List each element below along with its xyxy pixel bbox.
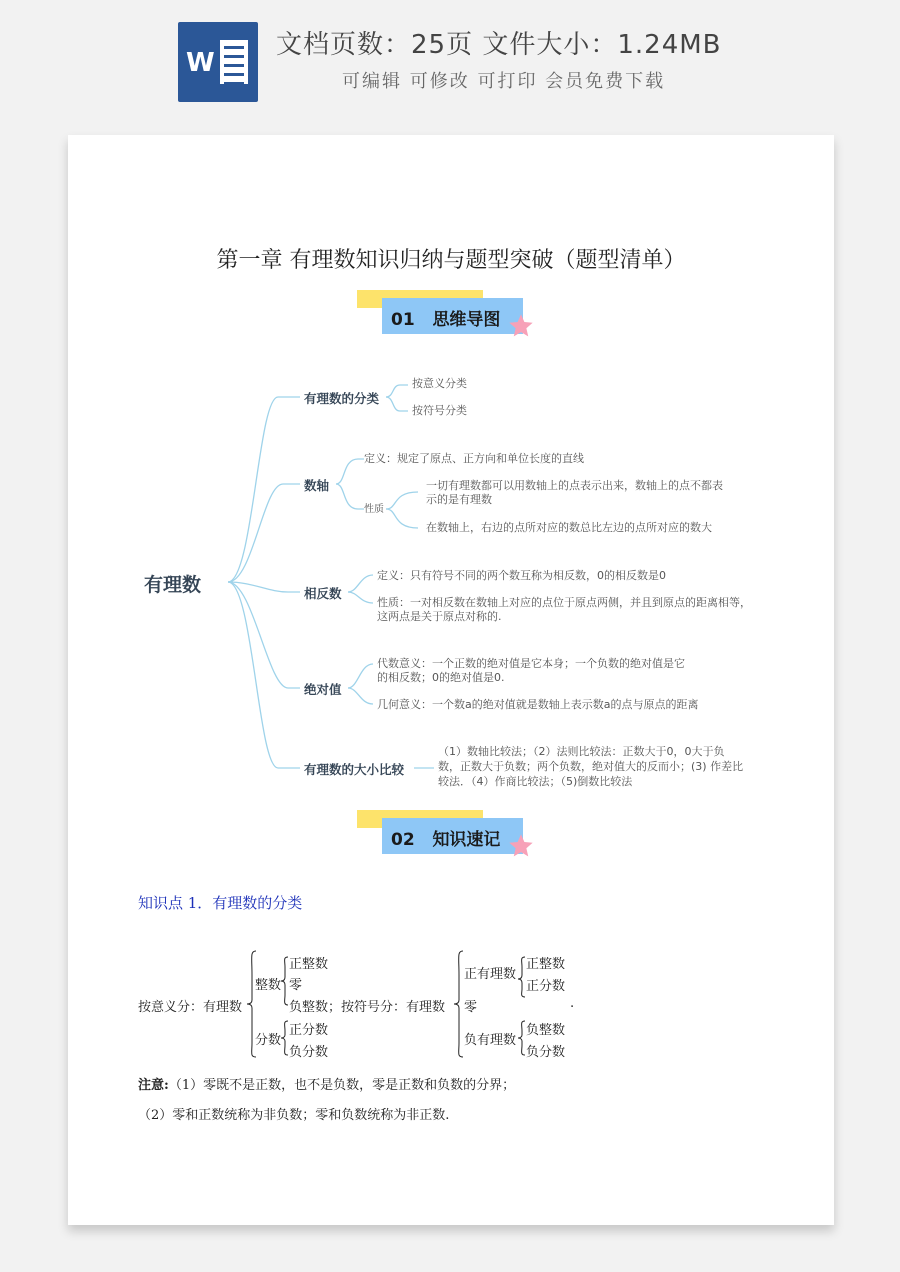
absolute-algebraic-cont: 的相反数；0的绝对值是0. <box>377 671 505 684</box>
leaf-by-meaning: 按意义分类 <box>412 377 467 390</box>
comparison-line-2: 数，正数大于负数；两个负数，绝对值大的反而小；(3) 作差比 <box>438 760 744 773</box>
note-line-2: （2）零和正数统称为非负数；零和负数统称为非正数. <box>138 1108 450 1123</box>
branch-absolute-value: 绝对值 <box>304 682 342 697</box>
integer-label: 整数 <box>255 978 282 993</box>
opposite-property-cont: 这两点是关于原点对称的. <box>377 610 502 623</box>
comparison-line-1: （1）数轴比较法；（2）法则比较法：正数大于0，0大于负 <box>438 745 725 758</box>
negative-integer-and-by-sign: 负整数；按符号分：有理数 <box>289 1000 446 1015</box>
positive-rational: 正有理数 <box>464 967 517 982</box>
fraction-label: 分数 <box>255 1033 282 1048</box>
branch-opposite-number: 相反数 <box>304 586 342 601</box>
positive-fraction-2: 正分数 <box>526 979 566 994</box>
note-line-1: 注意:（1）零既不是正数，也不是负数，零是正数和负数的分界； <box>138 1078 516 1093</box>
section-label: 知识速记 <box>432 830 501 850</box>
positive-fraction: 正分数 <box>289 1023 329 1038</box>
number-line-property-1b: 示的是有理数 <box>426 493 492 506</box>
opposite-property: 性质：一对相反数在数轴上对应的点位于原点两侧，并且到原点的距离相等， <box>377 596 751 609</box>
star-icon <box>507 832 535 860</box>
mind-map-root: 有理数 <box>144 574 202 596</box>
absolute-geometric: 几何意义：一个数a的绝对值就是数轴上表示数a的点与原点的距离 <box>377 698 699 711</box>
note-label: 注意: <box>138 1078 169 1093</box>
positive-integer: 正整数 <box>289 957 329 972</box>
branch-classification: 有理数的分类 <box>304 391 380 406</box>
section-badge-knowledge <box>357 810 527 860</box>
knowledge-point-title: 知识点 1．有理数的分类 <box>138 894 303 912</box>
brace-graphics <box>68 945 834 1085</box>
branch-comparison: 有理数的大小比较 <box>304 762 405 777</box>
zero-label: 零 <box>289 978 303 993</box>
negative-fraction: 负分数 <box>289 1045 329 1060</box>
document-title: 第一章 有理数知识归纳与题型突破（题型清单） <box>216 248 686 273</box>
leaf-by-sign: 按符号分类 <box>412 404 467 417</box>
comparison-line-3: 较法．（4）作商比较法；（5)倒数比较法 <box>438 775 633 788</box>
word-document-icon: W <box>178 22 258 102</box>
number-line-property-label: 性质 <box>364 504 384 515</box>
negative-fraction-2: 负分数 <box>526 1045 566 1060</box>
section-number: 01 <box>391 310 415 330</box>
number-line-property-1: 一切有理数都可以用数轴上的点表示出来，数轴上的点不都表 <box>426 479 723 492</box>
positive-integer-2: 正整数 <box>526 957 566 972</box>
negative-rational: 负有理数 <box>464 1033 517 1048</box>
mind-map <box>68 135 834 835</box>
opposite-definition: 定义：只有符号不同的两个数互称为相反数，0的相反数是0 <box>377 569 666 582</box>
branch-number-line: 数轴 <box>304 478 330 493</box>
file-info-title: 文档页数：25页 文件大小：1.24MB <box>276 30 722 60</box>
by-meaning-prefix: 按意义分：有理数 <box>138 1000 243 1015</box>
number-line-property-2: 在数轴上，右边的点所对应的数总比左边的点所对应的数大 <box>426 521 712 534</box>
number-line-definition: 定义：规定了原点、正方向和单位长度的直线 <box>364 452 584 465</box>
negative-integer-2: 负整数 <box>526 1023 566 1038</box>
zero-label-2: 零 <box>464 1000 478 1015</box>
formula-period: . <box>570 996 575 1011</box>
download-header <box>0 0 900 110</box>
file-info-subtitle: 可编辑 可修改 可打印 会员免费下载 <box>342 71 666 92</box>
document-page <box>68 135 834 1225</box>
section-number: 02 <box>391 830 415 850</box>
section-label: 思维导图 <box>432 310 501 330</box>
absolute-algebraic: 代数意义：一个正数的绝对值是它本身；一个负数的绝对值是它 <box>377 657 685 670</box>
